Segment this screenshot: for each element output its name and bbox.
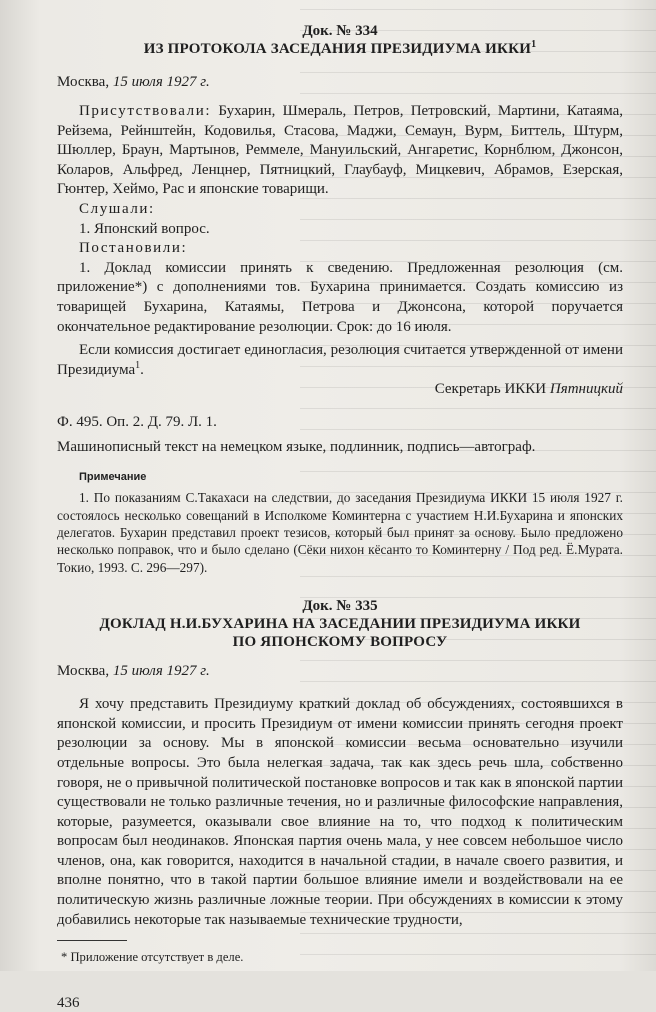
doc334-present-text: Бухарин, Шмераль, Петров, Петровский, Мартини, Катаяма, Рейзема, Рейнштейн, Кодовилья, Стасова, Маджи, Семаун, Вурм, Биттель, Штурм, Шюллер, Браун, Мартынов, Реммеле, Мануильский, Ангаретис, Корнблюм, Джонсон, Коларов, Альфред, Ленцнер, Пятницкий, Глаубауф, Мицкевич, Абрамов, Езерская, Гюнтер, Хеймо, Рас и японские товарищи. [57, 103, 624, 198]
footnote: * Приложение отсутствует в деле. [61, 950, 244, 965]
doc334-resolved-p1: 1. Доклад комиссии принять к сведению. Предложенная резолюция (см. приложение*) с дополнениями тов. Бухарина принимается. Создать комиссию из товарищей Бухарина, Катаямы, Петрова и Джонсона, которой поручается окончательное редактирование резолюции. Срок: до 16 июля. [57, 259, 623, 335]
doc334-title [57, 40, 623, 58]
doc334-title-text: ИЗ ПРОТОКОЛА ЗАСЕДАНИЯ ПРЕЗИДИУМА ИККИ [143, 41, 532, 57]
doc334-resolved-label: Постановили: [79, 240, 188, 257]
doc334-date: 15 июля 1927 г. [112, 74, 210, 90]
doc335-place: Москва, [57, 663, 110, 680]
document-334 [57, 22, 623, 576]
doc334-place-date [57, 72, 623, 92]
footnote-divider [57, 940, 127, 941]
doc334-note-heading: Примечание [79, 471, 147, 484]
doc334-resolved-p2-text: Если комиссия достигает единогласия, резолюция считается утвержденной от имени Президиума [57, 342, 623, 378]
doc334-signature-role: Секретарь ИККИ [434, 381, 547, 398]
doc334-heard-label: Слушали: [79, 200, 155, 217]
doc334-resolved-p2-end: . [140, 361, 144, 378]
page-number: 436 [57, 995, 80, 1012]
doc334-signature-name: Пятницкий [549, 381, 623, 398]
doc334-resolved-footnote-ref: 1 [135, 359, 141, 371]
doc334-title-footnote-ref: 1 [531, 39, 537, 50]
doc335-number: Док. № 335 [302, 598, 378, 615]
doc335-date: 15 июля 1927 г. [112, 663, 210, 680]
doc334-resolved-p2 [57, 341, 623, 380]
doc334-present-label: Присутствовали: [79, 103, 212, 119]
doc334-signature [57, 380, 623, 400]
doc334-note-text: 1. По показаниям С.Такахаси на следствии, до заседания Президиума ИККИ 15 июля 1927 г. состоялось несколько совещаний в Исполкоме Коминтерна с участием Н.И.Бухарина и японских делегатов. Бухарин представил проект тезисов, который был принят за основу. Было предложено несколько поправок, что и было сделано (Сёки нихон кёсанто то Коминтерну / Под ред. Ё.Мурата. Токио, 1993. С. 296—297). [57, 490, 623, 575]
doc334-present [57, 102, 623, 200]
doc334-heard-item: 1. Японский вопрос. [79, 220, 210, 237]
page-content [57, 22, 623, 1012]
doc334-archive: Ф. 495. Оп. 2. Д. 79. Л. 1. [57, 413, 217, 430]
doc334-source: Машинописный текст на немецком языке, подлинник, подпись—автограф. [57, 438, 536, 455]
doc335-title-line1: ДОКЛАД Н.И.БУХАРИНА НА ЗАСЕДАНИИ ПРЕЗИДИУМА ИККИ [99, 616, 581, 633]
doc335-place-date [57, 661, 623, 681]
doc335-title-line2: ПО ЯПОНСКОМУ ВОПРОСУ [232, 634, 448, 651]
document-335 [57, 597, 623, 930]
doc335-body: Я хочу представить Президиуму краткий доклад об обсуждениях, состоявшихся в японской комиссии, и просить Президиум от имени комиссии принять сегодня проект резолюции за основу. Мы в японской комиссии весьма основательно изучили отдельные вопросы. Это была нелегкая задача, так как здесь речь шла, собственно говоря, не о привычной политической постановке вопросов и так как в японской партии существовали не только различные течения, но и различные философские направления, которые, разумеется, оказывали свое влияние на то, что подход к политическим вопросам был неодинаков. Японская партия очень мала, у нее совсем небольшое число членов, она, как говорится, находится в начальной стадии, в начале своего развития, и вполне понятно, что в такой партии большое влияние имели и воздействовали на ее политическую жизнь различные ложные теории. При обсуждениях в комиссии к этому добавились некоторые так называемые технические трудности, [57, 696, 623, 928]
doc334-place: Москва, [57, 74, 110, 90]
doc334-number: Док. № 334 [302, 23, 378, 39]
